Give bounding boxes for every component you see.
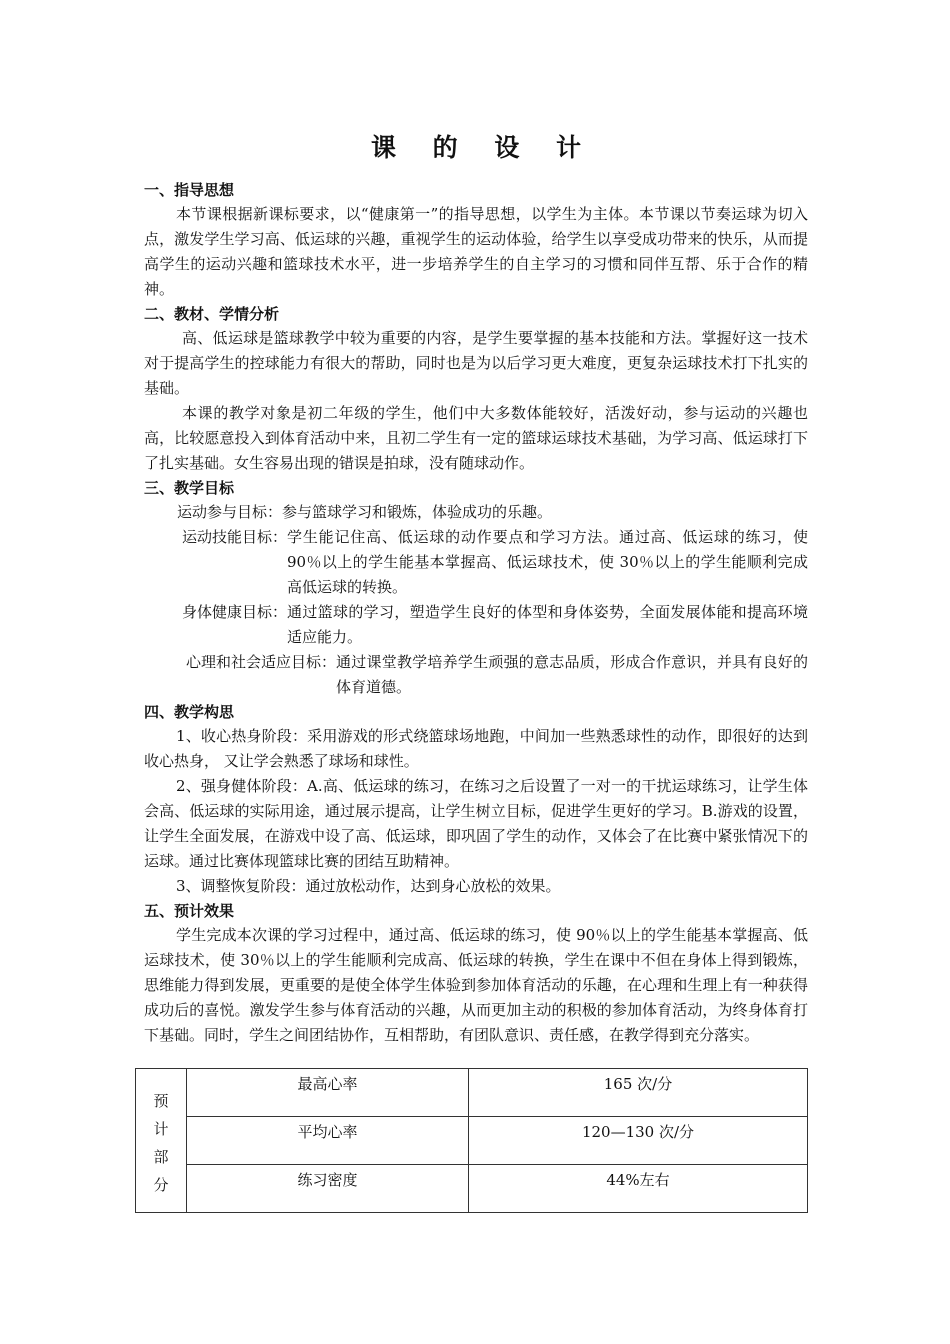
row-value: 44%左右: [469, 1165, 808, 1213]
side-label-char: 分: [153, 1176, 169, 1194]
paragraph: 本课的教学对象是初二年级的学生，他们中大多数体能较好，活泼好动，参与运动的兴趣也高，比较愿意投入到体育活动中来，且初二学生有一定的篮球运球技术基础，为学习高、低运球打下了扎实基础。女生容易出现的错误是拍球，没有随球动作。: [144, 404, 808, 472]
table-row: [136, 1165, 808, 1213]
document-body: [144, 130, 808, 1048]
side-label-char: 预: [153, 1092, 169, 1110]
goal-text: 通过篮球的学习，塑造学生良好的体型和身体姿势，全面发展体能和提高环境适应能力。: [287, 603, 808, 646]
side-label-char: 部: [153, 1148, 169, 1166]
goal-label: 运动参与目标：: [177, 503, 283, 521]
paragraph: 高、低运球是篮球教学中较为重要的内容，是学生要掌握的基本技能和方法。掌握好这一技术对于提高学生的控球能力有很大的帮助，同时也是为以后学习更大难度，更复杂运球技术打下扎实的基础。: [144, 329, 808, 397]
goal-social: [144, 650, 808, 700]
paragraph: 2、强身健体阶段：A.高、低运球的练习，在练习之后设置了一对一的干扰运球练习，让学生体会高、低运球的实际用途，通过展示提高，让学生树立目标，促进学生更好的学习。B.游戏的设置，让学生全面发展，在游戏中设了高、低运球，即巩固了学生的动作，又体会了在比赛中紧张情况下的运球。通过比赛体现篮球比赛的团结互助精神。: [144, 777, 808, 870]
paragraph: 本节课根据新课标要求，以“健康第一”的指导思想，以学生为主体。本节课以节奏运球为切入点，激发学生学习高、低运球的兴趣，重视学生的运动体验，给学生以享受成功带来的快乐，从而提高学生的运动兴趣和篮球技术水平，进一步培养学生的自主学习的习惯和同伴互帮、乐于合作的精神。: [144, 205, 808, 298]
section-heading-effect: 五、预计效果: [144, 902, 235, 920]
goal-label: 运动技能目标：: [182, 528, 288, 546]
expected-stats-table: [135, 1068, 808, 1213]
section-heading-design: 四、教学构思: [144, 703, 235, 721]
paragraph: 3、调整恢复阶段：通过放松动作，达到身心放松的效果。: [176, 877, 561, 895]
row-value: 165 次/分: [469, 1069, 808, 1117]
section-heading-analysis: 二、教材、学情分析: [144, 305, 280, 323]
row-label: 练习密度: [187, 1165, 469, 1213]
goal-text: 参与篮球学习和锻炼，体验成功的乐趣。: [282, 503, 553, 521]
paragraph: 学生完成本次课的学习过程中，通过高、低运球的练习，使 90％以上的学生能基本掌握高、低运球技术，使 30％以上的学生能顺利完成高、低运球的转换，学生在课中不但在身体上得到锻炼，思维能力得到发展，更重要的是使全体学生体验到参加体育活动的乐趣，在心理和生理上有一种获得成功后的喜悦。激发学生参与体育活动的兴趣，从而更加主动的积极的参加体育活动，为终身体育打下基础。同时，学生之间团结协作，互相帮助，有团队意识、责任感，在教学得到充分落实。: [144, 926, 808, 1044]
side-label-cell: [136, 1069, 187, 1213]
table-row: [136, 1069, 808, 1117]
side-label-char: 计: [153, 1120, 169, 1138]
row-label: 平均心率: [187, 1117, 469, 1165]
section-heading-guiding: 一、指导思想: [144, 181, 235, 199]
row-label: 最高心率: [187, 1069, 469, 1117]
row-value: 120—130 次/分: [469, 1117, 808, 1165]
page-title: 课 的 设 计: [370, 133, 596, 162]
paragraph: 1、收心热身阶段：采用游戏的形式绕篮球场地跑，中间加一些熟悉球性的动作，即很好的达到收心热身， 又让学会熟悉了球场和球性。: [144, 727, 808, 770]
table-row: [136, 1117, 808, 1165]
goal-health: [144, 600, 808, 650]
goal-text: 学生能记住高、低运球的动作要点和学习方法。通过高、低运球的练习，使 90％以上的学生能基本掌握高、低运球技术，使 30％以上的学生能顺利完成高低运球的转换。: [287, 528, 808, 596]
goal-participation: [144, 500, 808, 525]
goal-skill: [144, 525, 808, 600]
section-heading-goals: 三、教学目标: [144, 479, 235, 497]
goal-text: 通过课堂教学培养学生顽强的意志品质，形成合作意识，并具有良好的体育道德。: [336, 653, 808, 696]
goal-label: 身体健康目标：: [182, 603, 288, 621]
goal-label: 心理和社会适应目标：: [186, 653, 337, 671]
